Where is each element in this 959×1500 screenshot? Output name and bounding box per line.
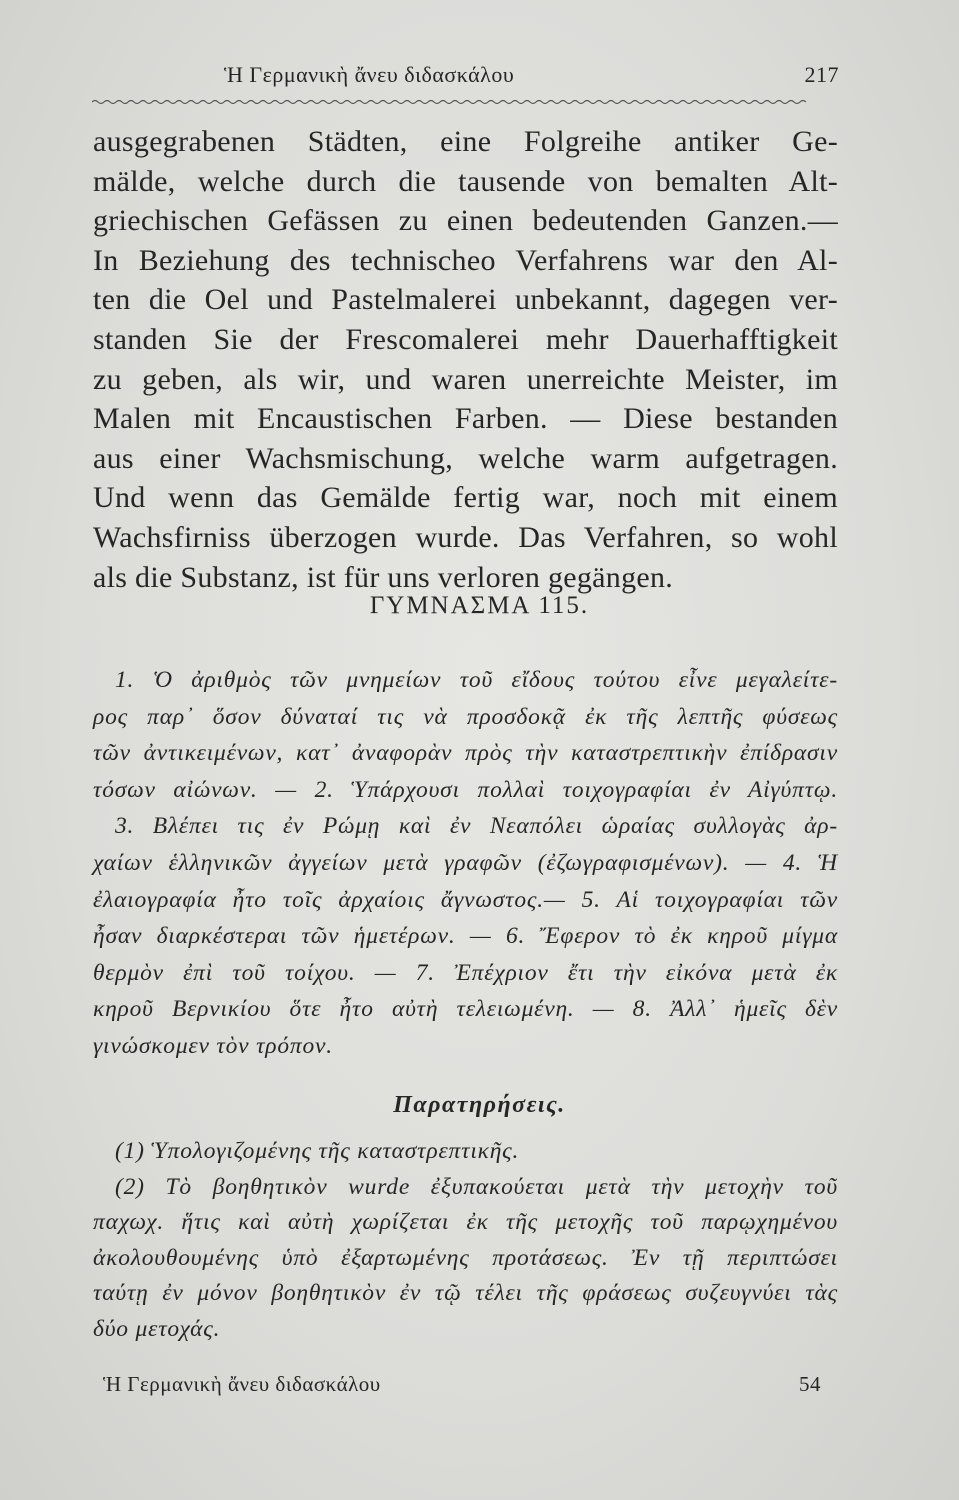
text-line: Wachsfirniss überzogen wurde. Das Verfahren, so wohl xyxy=(93,520,838,554)
signature-number: 54 xyxy=(799,1372,821,1396)
page-number: 217 xyxy=(804,62,839,87)
running-title: Ἡ Γερμανικὴ ἄνευ διδασκάλου xyxy=(224,62,515,87)
text-line: δύο μετοχάς. xyxy=(93,1315,221,1342)
text-line: ρος παρ᾽ ὅσον δύναταί τις νὰ προσδοκᾷ ἐκ τῆς λεπτῆς φύσεως xyxy=(93,703,838,730)
exercise-passage xyxy=(93,662,838,1065)
signature-title: Ἡ Γερμανικὴ ἄνευ διδασκάλου xyxy=(103,1372,381,1396)
text-line: ten die Oel und Pastelmalerei unbekannt, dagegen ver- xyxy=(93,283,838,317)
text-line: als die Substanz, ist für uns verloren gegängen. xyxy=(93,560,674,594)
text-line: standen Sie der Frescomalerei mehr Dauerhafftigkeit xyxy=(93,322,838,356)
text-line: κηροῦ Βερνικίου ὅτε ἦτο αὐτὴ τελειωμένη. — 8. Ἀλλ᾽ ἡμεῖς δὲν xyxy=(93,996,838,1023)
text-line: Malen mit Encaustischen Farben. — Diese bestanden xyxy=(93,402,838,436)
text-line: τῶν ἀντικειμένων, κατ᾽ ἀναφορὰν πρὸς τὴν καταστρεπτικὴν ἐπίδρασιν xyxy=(93,740,838,767)
wavy-rule-divider xyxy=(92,98,837,106)
text-line: παχωχ. ἥτις καὶ αὐτὴ χωρίζεται ἐκ τῆς μετοχῆς τοῦ παρῳχημένου xyxy=(93,1209,838,1235)
text-line: mälde, welche durch die tausende von bemalten Alt- xyxy=(93,164,838,198)
text-line: τόσων αἰώνων. — 2. Ὑπάρχουσι πολλαὶ τοιχογραφίαι ἐν Αἰγύπτῳ. xyxy=(93,776,838,803)
text-line: ταύτῃ ἐν μόνον βοηθητικὸν ἐν τῷ τέλει τῆς φράσεως συζευγνύει τὰς xyxy=(93,1280,838,1306)
text-line: ἐλαιογραφία ἦτο τοῖς ἀρχαίοις ἄγνωστος.— 5. Αἱ τοιχογραφίαι τῶν xyxy=(93,886,838,913)
text-line: Und wenn das Gemälde fertig war, noch mit einem xyxy=(93,481,838,515)
text-line: (2) Τὸ βοηθητικὸν wurde ἐξυπακούεται μετὰ τὴν μετοχὴν τοῦ xyxy=(115,1173,838,1200)
text-line: aus einer Wachsmischung, welche warm aufgetragen. xyxy=(93,441,838,475)
text-line: (1) Ὑπολογιζομένης τῆς καταστρεπτικῆς. xyxy=(115,1138,520,1164)
text-line: ausgegrabenen Städten, eine Folgreihe antiker Ge- xyxy=(93,125,838,158)
text-line: 1. Ὁ ἀριθμὸς τῶν μνημείων τοῦ εἴδους τούτου εἶνε μεγαλείτε- xyxy=(115,667,838,693)
text-line: griechischen Gefässen zu einen bedeutenden Ganzen.— xyxy=(93,204,838,238)
text-line: θερμὸν ἐπὶ τοῦ τοίχου. — 7. Ἐπέχριον ἔτι τὴν εἰκόνα μετὰ ἐκ xyxy=(93,959,838,986)
remarks-passage xyxy=(93,1134,838,1347)
text-line: χαίων ἑλληνικῶν ἀγγείων μετὰ γραφῶν (ἐζωγραφισμένων). — 4. Ἡ xyxy=(93,849,838,876)
exercise-heading: ΓΥΜΝΑΣΜΑ 115. xyxy=(369,592,590,619)
text-line: ἀκολουθουμένης ὑπὸ ἐξαρτωμένης προτάσεως. Ἐν τῇ περιπτώσει xyxy=(93,1244,838,1271)
text-line: γινώσκομεν τὸν τρόπον. xyxy=(93,1032,333,1059)
remarks-heading: Παρατηρήσεις. xyxy=(393,1092,566,1118)
text-line: zu geben, als wir, und waren unerreichte Meister, im xyxy=(93,362,838,396)
text-line: ἦσαν διαρκέστεραι τῶν ἡμετέρων. — 6. Ἔφερον τὸ ἐκ κηροῦ μίγμα xyxy=(93,923,838,950)
text-line: 3. Βλέπει τις ἐν Ρώμῃ καὶ ἐν Νεαπόλει ὡραίας συλλογὰς ἀρ- xyxy=(115,813,838,840)
german-passage xyxy=(93,122,838,597)
text-line: In Beziehung des technischeo Verfahrens war den Al- xyxy=(93,243,838,277)
running-header xyxy=(92,62,839,98)
